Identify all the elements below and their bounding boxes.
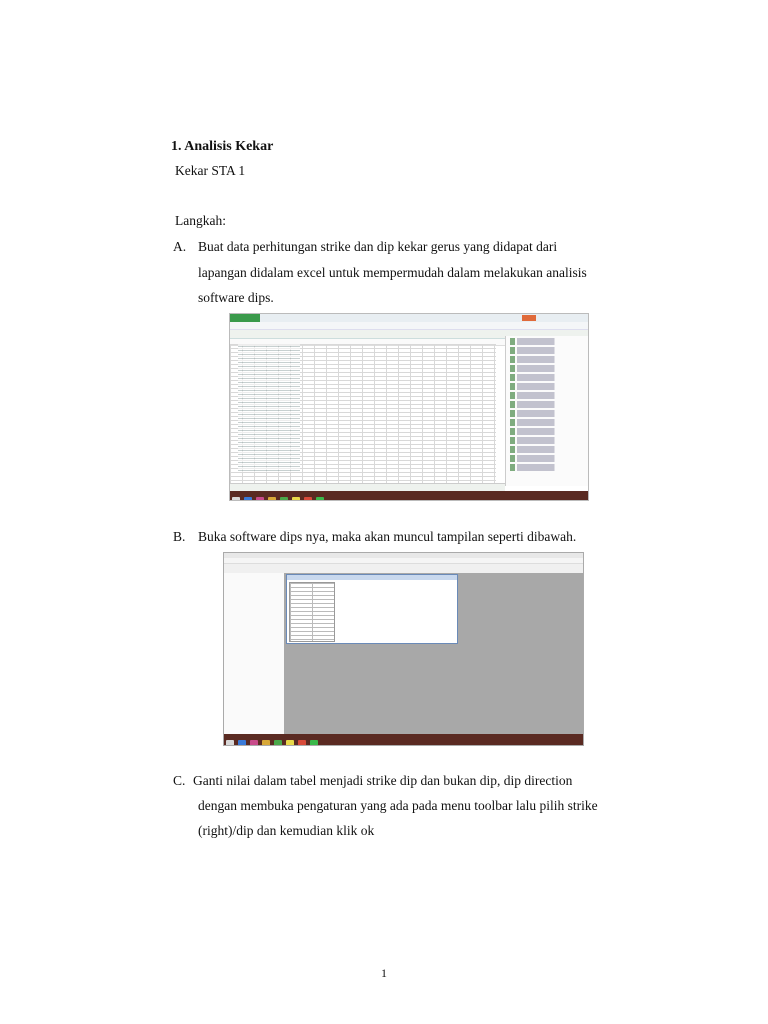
dips-document-title-bar <box>287 575 457 580</box>
page-number: 1 <box>381 966 387 980</box>
spreadsheet-app-badge <box>230 314 260 322</box>
steps-label: Langkah: <box>175 213 226 228</box>
windows-taskbar <box>230 491 588 500</box>
step-c-line-1: Ganti nilai dalam tabel menjadi strike dip dan bukan dip, dip direction <box>193 773 573 788</box>
spreadsheet-data-columns <box>238 344 300 472</box>
section-heading: 1. Analisis Kekar <box>171 139 274 154</box>
section-subheading: Kekar STA 1 <box>175 163 246 178</box>
step-b-line-1: Buka software dips nya, maka akan muncul tampilan seperti dibawah. <box>198 529 577 544</box>
spreadsheet-login-badge <box>522 315 536 321</box>
spreadsheet-title-bar <box>230 314 588 322</box>
spreadsheet-task-pane <box>505 336 588 486</box>
step-c-marker: C. <box>173 773 186 788</box>
dips-sidebar <box>224 573 284 734</box>
step-a-marker: A. <box>173 239 187 254</box>
dips-document-window <box>286 574 458 644</box>
step-a-line-3: software dips. <box>198 290 274 305</box>
spreadsheet-sheet-tabs <box>230 483 505 491</box>
step-c-line-2: dengan membuka pengaturan yang ada pada menu toolbar lalu pilih strike <box>198 798 598 813</box>
step-a-line-1: Buat data perhitungan strike dan dip kekar gerus yang didapat dari <box>198 239 558 254</box>
step-c-line-3: (right)/dip dan kemudian klik ok <box>198 823 375 838</box>
step-b-marker: B. <box>173 529 186 544</box>
spreadsheet-screenshot <box>229 313 589 501</box>
spreadsheet-menu-bar <box>230 322 588 330</box>
dips-data-table <box>289 582 335 642</box>
step-a-line-2: lapangan didalam excel untuk mempermudah dalam melakukan analisis <box>198 265 587 280</box>
windows-taskbar <box>224 734 583 745</box>
dips-screenshot <box>223 552 584 746</box>
